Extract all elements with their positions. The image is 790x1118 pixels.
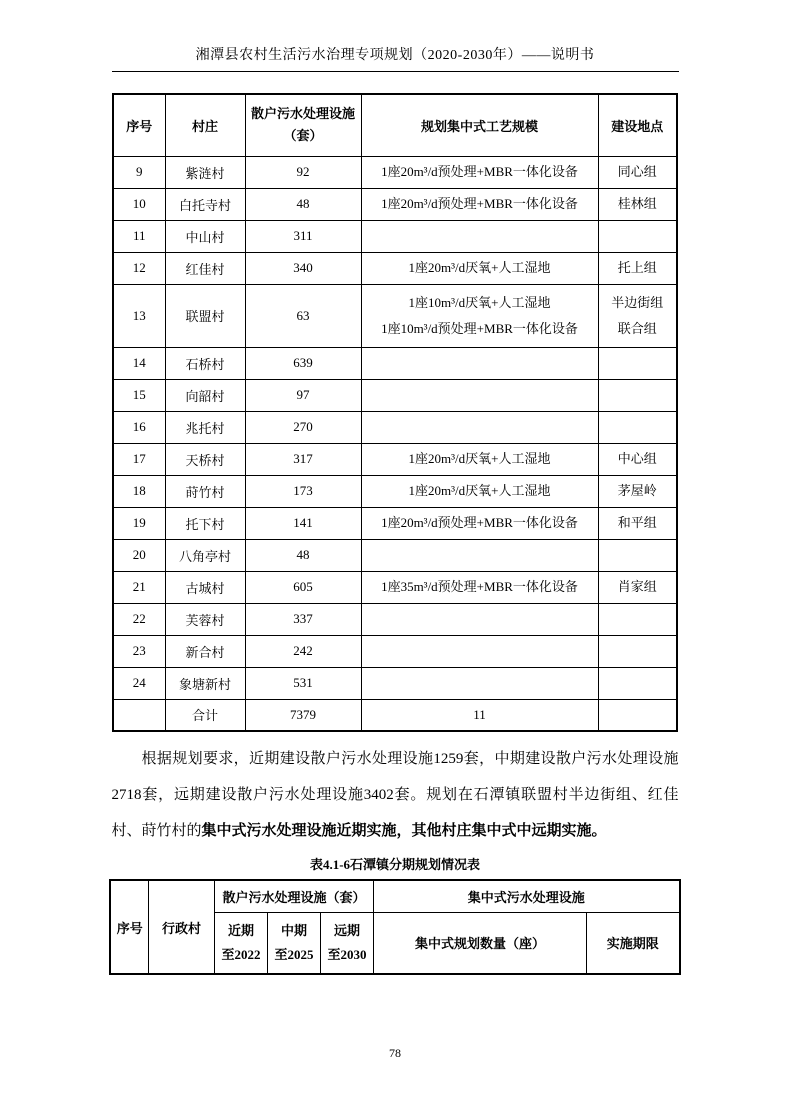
row-no: 24: [113, 667, 165, 699]
row-no: 13: [113, 284, 165, 347]
row-location-line: 茅屋岭: [617, 483, 657, 498]
row-village: 紫涟村: [165, 156, 245, 188]
row-no: 10: [113, 188, 165, 220]
col-header-village: 村庄: [165, 94, 245, 156]
row-count: 605: [245, 571, 361, 603]
row-village: 芙蓉村: [165, 603, 245, 635]
col-header-process: 规划集中式工艺规模: [361, 94, 598, 156]
row-village: 向韶村: [165, 379, 245, 411]
row-no: 20: [113, 539, 165, 571]
row-count: 242: [245, 635, 361, 667]
col-header-implementation-period: 实施期限: [587, 912, 680, 974]
row-process: [361, 188, 598, 220]
col-header-near-term: [214, 912, 267, 974]
col-header-no: 序号: [110, 880, 148, 974]
row-count: 337: [245, 603, 361, 635]
row-process: [361, 252, 598, 284]
row-process: [361, 347, 598, 379]
table-header-row: [110, 880, 679, 912]
row-village: 八角亭村: [165, 539, 245, 571]
table2-title: 表4.1-6石潭镇分期规划情况表: [309, 857, 481, 872]
row-no: 9: [113, 156, 165, 188]
table-row: [113, 603, 677, 635]
col-group-centralized: 集中式污水处理设施: [374, 880, 680, 912]
total-location: [598, 699, 677, 731]
header-title: 湘潭县农村生活污水治理专项规划（2020-2030年）——说明书: [112, 44, 679, 72]
row-process-line: 1座20m³/d预处理+MBR一体化设备: [381, 164, 578, 179]
row-process: [361, 667, 598, 699]
row-location: [598, 284, 677, 347]
paragraph-normal-text: 根据规划要求，近期建设散户污水处理设施1259套，中期建设散户污水处理设施2718套，远期建设散户污水处理设施3402套。规划在石潭镇联盟村半边街组、红佳村、莳竹村的: [111, 751, 679, 839]
col-header-location: 建设地点: [598, 94, 677, 156]
row-count: 48: [245, 188, 361, 220]
row-village: 中山村: [165, 220, 245, 252]
far-term-label: 远期: [333, 922, 360, 938]
page-header: [112, 0, 679, 72]
row-no: 22: [113, 603, 165, 635]
row-location: [598, 539, 677, 571]
col-header-mid-term: [267, 912, 320, 974]
row-process: [361, 220, 598, 252]
col-header-admin-village: 行政村: [148, 880, 214, 974]
row-village: 象塘新村: [165, 667, 245, 699]
row-no: 16: [113, 411, 165, 443]
row-count: 311: [245, 220, 361, 252]
row-village: 兆托村: [165, 411, 245, 443]
far-term-year: 至2030: [327, 946, 367, 962]
row-process: [361, 156, 598, 188]
row-count: 173: [245, 475, 361, 507]
table-row: [113, 252, 677, 284]
near-term-year: 至2022: [221, 946, 261, 962]
row-location: [598, 379, 677, 411]
row-process-line: 1座20m³/d厌氧+人工湿地: [408, 260, 551, 275]
table-row: [113, 188, 677, 220]
table-row: [113, 507, 677, 539]
row-count: 340: [245, 252, 361, 284]
row-no: 17: [113, 443, 165, 475]
row-process-line: 1座10m³/d预处理+MBR一体化设备: [381, 320, 578, 336]
col-header-no: 序号: [113, 94, 165, 156]
row-process: [361, 443, 598, 475]
row-count: 63: [245, 284, 361, 347]
row-location: [598, 571, 677, 603]
row-process-line: 1座20m³/d厌氧+人工湿地: [408, 483, 551, 498]
row-location: [598, 443, 677, 475]
table-row: [113, 571, 677, 603]
row-village: 白托寺村: [165, 188, 245, 220]
phase-plan-table: [109, 879, 680, 975]
row-process-line: 1座35m³/d预处理+MBR一体化设备: [381, 579, 578, 594]
row-location: [598, 475, 677, 507]
row-location: [598, 156, 677, 188]
table-row: [113, 411, 677, 443]
col-header-centralized-quantity: 集中式规划数量（座）: [374, 912, 587, 974]
row-count: 141: [245, 507, 361, 539]
row-location: [598, 188, 677, 220]
row-count: 48: [245, 539, 361, 571]
mid-term-year: 至2025: [274, 946, 314, 962]
table-row: [113, 220, 677, 252]
row-no: 21: [113, 571, 165, 603]
col-group-household: 散户污水处理设施（套）: [214, 880, 373, 912]
table-row: [113, 539, 677, 571]
row-process: [361, 539, 598, 571]
page-number: 78: [389, 1046, 401, 1060]
table-row: [113, 347, 677, 379]
table-row: [113, 443, 677, 475]
col-header-count-line1: 散户污水处理设施: [250, 106, 355, 122]
row-count: 270: [245, 411, 361, 443]
table-row: [113, 284, 677, 347]
table-row: [113, 156, 677, 188]
row-process: [361, 603, 598, 635]
total-label: 合计: [165, 699, 245, 731]
table-header-row: [113, 94, 677, 156]
near-term-label: 近期: [227, 922, 254, 938]
table-row: [113, 379, 677, 411]
total-count: 7379: [245, 699, 361, 731]
village-plan-table-body: [113, 156, 677, 731]
row-count: 317: [245, 443, 361, 475]
row-village: 联盟村: [165, 284, 245, 347]
row-no: 23: [113, 635, 165, 667]
table-row: [113, 475, 677, 507]
row-location-line: 和平组: [617, 515, 657, 530]
total-row: [113, 699, 677, 731]
col-header-count-line2: （套）: [283, 128, 323, 144]
total-process: 11: [361, 699, 598, 731]
row-process: [361, 379, 598, 411]
village-plan-table: [112, 93, 678, 732]
row-no: 11: [113, 220, 165, 252]
row-location: [598, 603, 677, 635]
row-location: [598, 667, 677, 699]
row-location: [598, 411, 677, 443]
row-process: [361, 411, 598, 443]
row-process: [361, 475, 598, 507]
row-village: 新合村: [165, 635, 245, 667]
row-village: 红佳村: [165, 252, 245, 284]
col-header-count: [245, 94, 361, 156]
row-location-line: 托上组: [617, 260, 657, 275]
row-no: 14: [113, 347, 165, 379]
row-village: 莳竹村: [165, 475, 245, 507]
row-no: 15: [113, 379, 165, 411]
row-process: [361, 507, 598, 539]
row-process: [361, 571, 598, 603]
total-no: [113, 699, 165, 731]
row-location-line: 桂林组: [617, 196, 657, 211]
row-location: [598, 220, 677, 252]
body-paragraph: [112, 741, 679, 849]
village-plan-table-header: [113, 94, 677, 156]
row-count: 639: [245, 347, 361, 379]
row-village: 石桥村: [165, 347, 245, 379]
row-location-line: 联合组: [617, 320, 657, 336]
row-location: [598, 507, 677, 539]
row-village: 托下村: [165, 507, 245, 539]
row-process: [361, 284, 598, 347]
row-count: 92: [245, 156, 361, 188]
row-no: 18: [113, 475, 165, 507]
row-process: [361, 635, 598, 667]
row-village: 天桥村: [165, 443, 245, 475]
row-process-line: 1座20m³/d预处理+MBR一体化设备: [381, 515, 578, 530]
row-village: 古城村: [165, 571, 245, 603]
row-location: [598, 635, 677, 667]
row-location-line: 半边街组: [611, 294, 664, 310]
row-process-line: 1座20m³/d预处理+MBR一体化设备: [381, 196, 578, 211]
row-location: [598, 252, 677, 284]
row-location-line: 同心组: [617, 164, 657, 179]
row-process-line: 1座20m³/d厌氧+人工湿地: [408, 451, 551, 466]
row-count: 97: [245, 379, 361, 411]
row-no: 12: [113, 252, 165, 284]
table-row: [113, 667, 677, 699]
row-no: 19: [113, 507, 165, 539]
row-process-line: 1座10m³/d厌氧+人工湿地: [408, 294, 551, 310]
row-location-line: 肖家组: [617, 579, 657, 594]
paragraph-bold-text: 集中式污水处理设施近期实施，其他村庄集中式中远期实施。: [201, 823, 607, 839]
row-location-line: 中心组: [617, 451, 657, 466]
col-header-far-term: [320, 912, 373, 974]
phase-plan-table-header: [110, 880, 679, 974]
table-row: [113, 635, 677, 667]
mid-term-label: 中期: [280, 922, 307, 938]
row-count: 531: [245, 667, 361, 699]
row-location: [598, 347, 677, 379]
